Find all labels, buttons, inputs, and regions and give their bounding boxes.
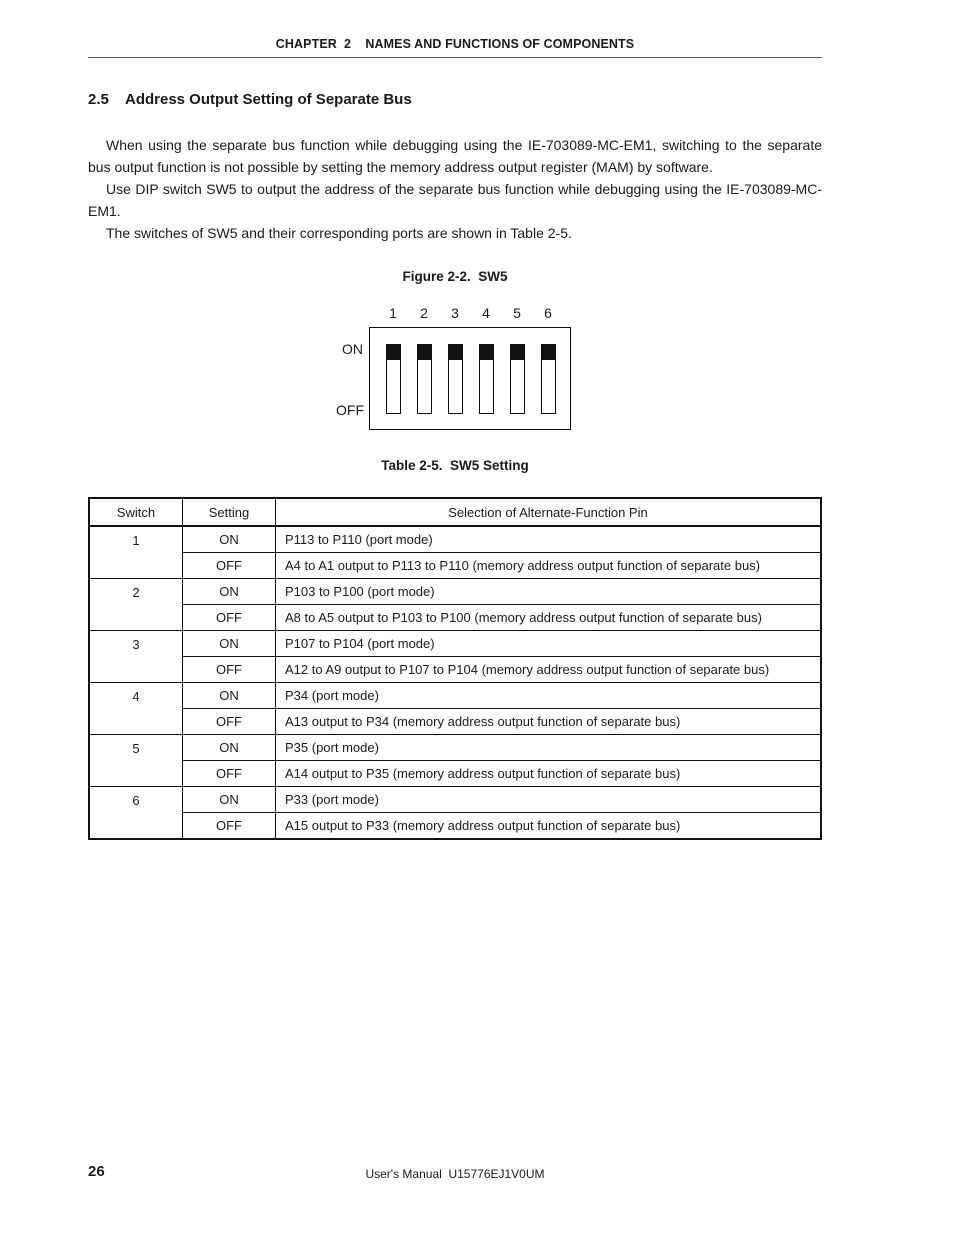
footer-manual-id: User's Manual U15776EJ1V0UM — [365, 1167, 545, 1181]
setting-off-cell: OFF — [183, 813, 276, 840]
selection-cell: P107 to P104 (port mode) — [276, 631, 822, 657]
table-row — [89, 683, 821, 709]
paragraph-1: When using the separate bus function while debugging using the IE-703089-MC-EM1, switching to the separate bus output function is not possible by setting the memory address output register (MAM) by software. — [88, 137, 822, 175]
selection-cell: P33 (port mode) — [276, 787, 822, 813]
setting-on-cell: ON — [183, 526, 276, 553]
selection-cell: A13 output to P34 (memory address output function of separate bus) — [276, 709, 822, 735]
sw5-setting-table — [88, 497, 822, 840]
dip-off-label: OFF — [336, 402, 364, 418]
dip-number-4: 4 — [482, 305, 490, 321]
chapter-header-text: CHAPTER 2 NAMES AND FUNCTIONS OF COMPONENTS — [275, 37, 635, 51]
setting-on-cell: ON — [183, 735, 276, 761]
table-row — [89, 553, 821, 579]
section-heading — [88, 91, 412, 108]
paragraph-3: The switches of SW5 and their corresponding ports are shown in Table 2-5. — [106, 225, 572, 241]
dip-knob-2 — [417, 344, 432, 360]
paragraph-2: Use DIP switch SW5 to output the address of the separate bus function while debugging using the IE-703089-MC-EM1. — [88, 181, 822, 219]
dip-knob-4 — [479, 344, 494, 360]
page-number: 26 — [88, 1163, 105, 1180]
setting-on-cell: ON — [183, 631, 276, 657]
header-setting: Setting — [183, 498, 276, 526]
switch-cell: 1 — [89, 526, 183, 579]
dip-switch-2 — [417, 344, 432, 414]
table-row — [89, 526, 821, 553]
switch-cell: 2 — [89, 579, 183, 631]
header-selection: Selection of Alternate-Function Pin — [276, 498, 822, 526]
dip-switch-5 — [510, 344, 525, 414]
switch-cell: 6 — [89, 787, 183, 840]
setting-on-cell: ON — [183, 579, 276, 605]
setting-off-cell: OFF — [183, 605, 276, 631]
dip-knob-6 — [541, 344, 556, 360]
table-row — [89, 761, 821, 787]
table-row — [89, 579, 821, 605]
table-header-row — [89, 498, 821, 526]
selection-cell: P113 to P110 (port mode) — [276, 526, 822, 553]
setting-off-cell: OFF — [183, 709, 276, 735]
selection-cell: P103 to P100 (port mode) — [276, 579, 822, 605]
dip-number-2: 2 — [420, 305, 428, 321]
table-row — [89, 709, 821, 735]
dip-knob-5 — [510, 344, 525, 360]
section-title: Address Output Setting of Separate Bus — [124, 91, 412, 108]
selection-cell: A14 output to P35 (memory address output function of separate bus) — [276, 761, 822, 787]
dip-on-label: ON — [342, 341, 363, 357]
setting-on-cell: ON — [183, 683, 276, 709]
table-row — [89, 735, 821, 761]
dip-number-3: 3 — [451, 305, 459, 321]
chapter-header — [88, 36, 822, 58]
table-row — [89, 657, 821, 683]
dip-number-6: 6 — [544, 305, 552, 321]
selection-cell: P35 (port mode) — [276, 735, 822, 761]
table-row — [89, 631, 821, 657]
dip-knob-1 — [386, 344, 401, 360]
dip-knob-3 — [448, 344, 463, 360]
selection-cell: A8 to A5 output to P103 to P100 (memory address output function of separate bus) — [276, 605, 822, 631]
dip-number-5: 5 — [513, 305, 521, 321]
switch-cell: 3 — [89, 631, 183, 683]
selection-cell: P34 (port mode) — [276, 683, 822, 709]
setting-off-cell: OFF — [183, 657, 276, 683]
dip-switch-6 — [541, 344, 556, 414]
table-row — [89, 813, 821, 840]
selection-cell: A15 output to P33 (memory address output function of separate bus) — [276, 813, 822, 840]
dip-switch-3 — [448, 344, 463, 414]
table-row — [89, 605, 821, 631]
setting-off-cell: OFF — [183, 553, 276, 579]
selection-cell: A12 to A9 output to P107 to P104 (memory address output function of separate bus) — [276, 657, 822, 683]
table-row — [89, 787, 821, 813]
dip-number-1: 1 — [389, 305, 397, 321]
setting-on-cell: ON — [183, 787, 276, 813]
header-switch: Switch — [89, 498, 183, 526]
selection-cell: A4 to A1 output to P113 to P110 (memory address output function of separate bus) — [276, 553, 822, 579]
switch-cell: 4 — [89, 683, 183, 735]
table-caption: Table 2-5. SW5 Setting — [381, 458, 529, 473]
figure-caption: Figure 2-2. SW5 — [402, 269, 508, 284]
setting-off-cell: OFF — [183, 761, 276, 787]
switch-cell: 5 — [89, 735, 183, 787]
dip-switch-4 — [479, 344, 494, 414]
dip-switch-1 — [386, 344, 401, 414]
section-number: 2.5 — [88, 91, 109, 108]
